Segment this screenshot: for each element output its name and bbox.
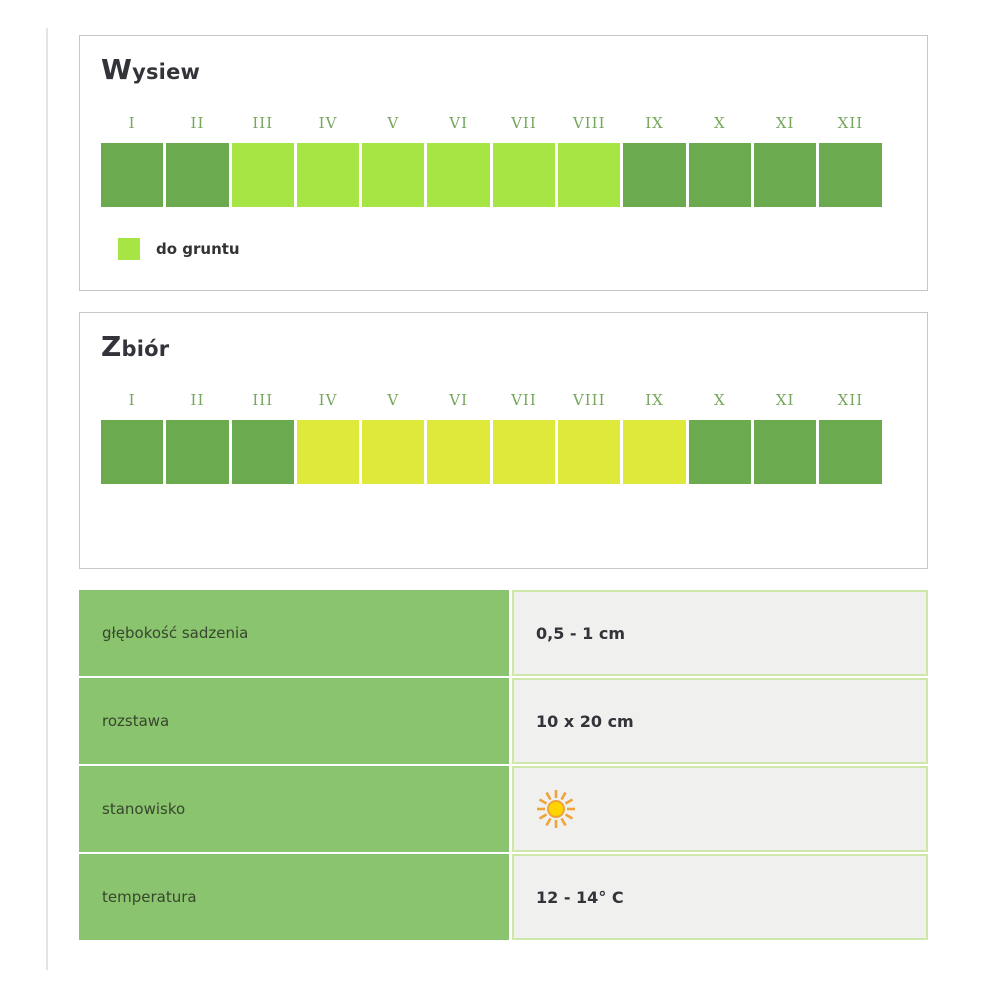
month-column: [362, 391, 424, 484]
month-cell-viii: [558, 143, 620, 207]
panel-zbior: [79, 312, 928, 569]
month-column: [754, 391, 816, 484]
panel-title-zbior: Zbiór: [101, 330, 170, 363]
month-cell-vii: [493, 143, 555, 207]
row-label: temperatura: [79, 854, 509, 940]
month-label: X: [713, 114, 726, 132]
month-cell-iii: [232, 143, 294, 207]
sun-icon: [536, 789, 576, 829]
month-cell-iv: [297, 420, 359, 484]
table-row: [79, 854, 928, 940]
month-cell-v: [362, 143, 424, 207]
month-cell-x: [689, 420, 751, 484]
month-column: [819, 391, 881, 484]
month-label: III: [252, 114, 274, 132]
month-column: [427, 114, 489, 207]
month-column: [362, 114, 424, 207]
month-cell-ii: [166, 420, 228, 484]
month-label: II: [190, 114, 205, 132]
month-cell-iii: [232, 420, 294, 484]
month-column: [493, 114, 555, 207]
month-cell-i: [101, 420, 163, 484]
month-column: [623, 114, 685, 207]
month-label: I: [128, 114, 136, 132]
month-cell-vii: [493, 420, 555, 484]
row-value: 10 x 20 cm: [512, 678, 928, 764]
month-label: II: [190, 391, 205, 409]
legend-label: do gruntu: [156, 240, 240, 258]
legend-swatch: [118, 238, 140, 260]
table-row: [79, 678, 928, 764]
plant-info-table: [79, 590, 928, 940]
month-label: IV: [318, 114, 338, 132]
panel-wysiew: [79, 35, 928, 291]
month-column: [101, 114, 163, 207]
month-cell-iv: [297, 143, 359, 207]
month-label: IX: [645, 391, 664, 409]
month-column: [558, 114, 620, 207]
month-label: III: [252, 391, 274, 409]
month-cell-xii: [819, 420, 881, 484]
month-label: IV: [318, 391, 338, 409]
table-row: [79, 766, 928, 852]
month-cell-ix: [623, 143, 685, 207]
month-calendar-zbior: [101, 391, 907, 484]
row-label: stanowisko: [79, 766, 509, 852]
month-label: XII: [837, 114, 864, 132]
month-label: IX: [645, 114, 664, 132]
row-value: 0,5 - 1 cm: [512, 590, 928, 676]
month-column: [166, 391, 228, 484]
month-column: [689, 114, 751, 207]
month-cell-x: [689, 143, 751, 207]
row-value: 12 - 14° C: [512, 854, 928, 940]
month-label: XI: [775, 391, 795, 409]
month-column: [166, 114, 228, 207]
row-label: głębokość sadzenia: [79, 590, 509, 676]
month-cell-ix: [623, 420, 685, 484]
month-column: [493, 391, 555, 484]
month-cell-xi: [754, 143, 816, 207]
month-cell-xii: [819, 143, 881, 207]
month-label: VIII: [572, 391, 606, 409]
month-label: VII: [511, 114, 537, 132]
month-label: VIII: [572, 114, 606, 132]
month-column: [101, 391, 163, 484]
month-cell-i: [101, 143, 163, 207]
month-cell-vi: [427, 420, 489, 484]
month-label: I: [128, 391, 136, 409]
month-column: [232, 114, 294, 207]
month-column: [558, 391, 620, 484]
left-divider: [46, 28, 48, 970]
month-column: [427, 391, 489, 484]
month-cell-ii: [166, 143, 228, 207]
month-cell-vi: [427, 143, 489, 207]
panel-title-wysiew: Wysiew: [101, 53, 201, 86]
month-column: [297, 391, 359, 484]
month-column: [623, 391, 685, 484]
month-column: [232, 391, 294, 484]
month-label: V: [387, 114, 400, 132]
month-column: [819, 114, 881, 207]
month-label: XI: [775, 114, 795, 132]
row-value: [512, 766, 928, 852]
month-label: X: [713, 391, 726, 409]
month-label: XII: [837, 391, 864, 409]
month-column: [689, 391, 751, 484]
month-calendar-wysiew: [101, 114, 907, 207]
month-label: VI: [449, 114, 469, 132]
month-label: VI: [449, 391, 469, 409]
month-label: V: [387, 391, 400, 409]
table-row: [79, 590, 928, 676]
month-cell-xi: [754, 420, 816, 484]
month-cell-v: [362, 420, 424, 484]
month-column: [754, 114, 816, 207]
month-cell-viii: [558, 420, 620, 484]
plant-info-content: [79, 35, 928, 942]
month-label: VII: [511, 391, 537, 409]
row-label: rozstawa: [79, 678, 509, 764]
month-column: [297, 114, 359, 207]
legend: [118, 238, 907, 260]
